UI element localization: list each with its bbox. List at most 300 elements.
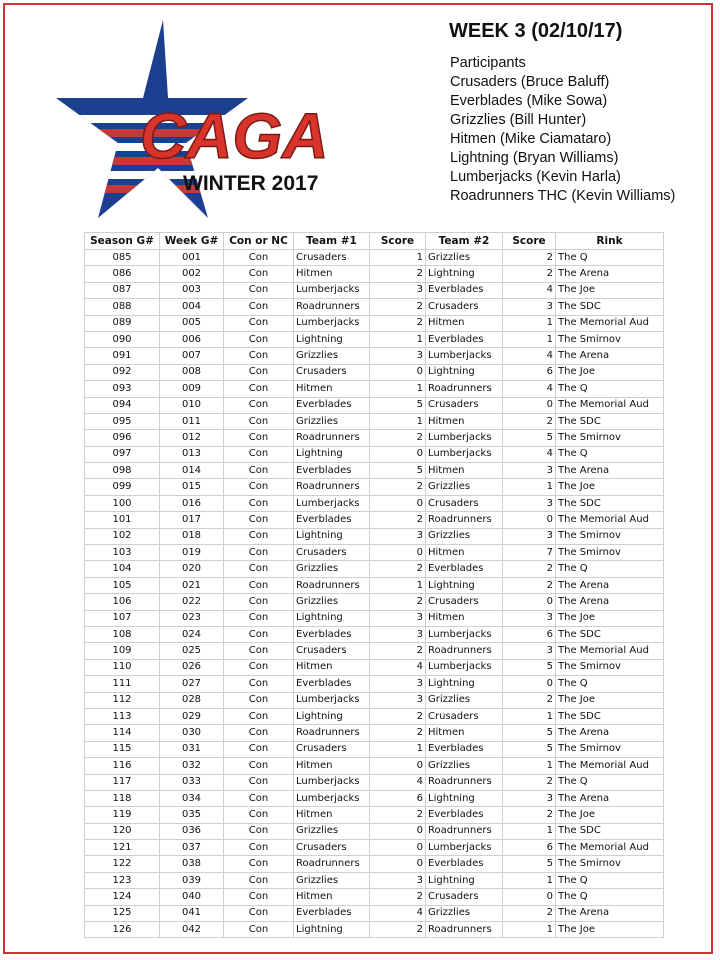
team1-cell: Grizzlies (294, 872, 370, 888)
team2-cell: Lightning (426, 872, 503, 888)
week-game-cell: 032 (160, 758, 224, 774)
score2-cell: 0 (503, 676, 556, 692)
con-nc-cell: Con (224, 807, 294, 823)
season-game-cell: 103 (85, 545, 160, 561)
score2-cell: 2 (503, 692, 556, 708)
table-row (85, 430, 664, 446)
table-row (85, 250, 664, 266)
score1-cell: 2 (370, 430, 426, 446)
con-nc-cell: Con (224, 364, 294, 380)
season-game-cell: 099 (85, 479, 160, 495)
table-row (85, 545, 664, 561)
con-nc-cell: Con (224, 872, 294, 888)
rink-cell: The Arena (556, 790, 664, 806)
score1-cell: 2 (370, 299, 426, 315)
score1-cell: 1 (370, 331, 426, 347)
table-row (85, 807, 664, 823)
season-game-cell: 094 (85, 397, 160, 413)
score2-cell: 3 (503, 299, 556, 315)
table-row (85, 840, 664, 856)
score1-cell: 2 (370, 315, 426, 331)
table-row (85, 348, 664, 364)
team1-cell: Everblades (294, 676, 370, 692)
team1-cell: Crusaders (294, 545, 370, 561)
score2-cell: 4 (503, 282, 556, 298)
score1-cell: 3 (370, 626, 426, 642)
rink-cell: The Q (556, 250, 664, 266)
week-game-cell: 033 (160, 774, 224, 790)
con-nc-cell: Con (224, 758, 294, 774)
team2-cell: Roadrunners (426, 774, 503, 790)
participants-heading: Participants (450, 55, 526, 71)
score2-cell: 1 (503, 758, 556, 774)
rink-cell: The Smirnov (556, 659, 664, 675)
score2-cell: 5 (503, 741, 556, 757)
rink-cell: The Q (556, 381, 664, 397)
score2-cell: 5 (503, 659, 556, 675)
score1-cell: 0 (370, 856, 426, 872)
week-game-cell: 036 (160, 823, 224, 839)
score1-cell: 2 (370, 807, 426, 823)
con-nc-cell: Con (224, 659, 294, 675)
score2-cell: 6 (503, 626, 556, 642)
score1-cell: 5 (370, 397, 426, 413)
team1-cell: Roadrunners (294, 299, 370, 315)
week-game-cell: 011 (160, 413, 224, 429)
team1-cell: Roadrunners (294, 725, 370, 741)
team1-cell: Everblades (294, 905, 370, 921)
score1-cell: 3 (370, 610, 426, 626)
con-nc-cell: Con (224, 708, 294, 724)
rink-cell: The Q (556, 872, 664, 888)
col-con-nc: Con or NC (224, 233, 294, 250)
score2-cell: 1 (503, 872, 556, 888)
con-nc-cell: Con (224, 577, 294, 593)
team2-cell: Hitmen (426, 610, 503, 626)
season-game-cell: 100 (85, 495, 160, 511)
week-game-cell: 027 (160, 676, 224, 692)
team1-cell: Hitmen (294, 266, 370, 282)
rink-cell: The Memorial Aud (556, 758, 664, 774)
season-game-cell: 096 (85, 430, 160, 446)
week-game-cell: 007 (160, 348, 224, 364)
team2-cell: Hitmen (426, 545, 503, 561)
score1-cell: 2 (370, 725, 426, 741)
score1-cell: 1 (370, 413, 426, 429)
season-game-cell: 085 (85, 250, 160, 266)
season-game-cell: 108 (85, 626, 160, 642)
team1-cell: Lumberjacks (294, 692, 370, 708)
rink-cell: The Smirnov (556, 856, 664, 872)
table-row (85, 594, 664, 610)
season-game-cell: 095 (85, 413, 160, 429)
score2-cell: 0 (503, 594, 556, 610)
team1-cell: Crusaders (294, 840, 370, 856)
team2-cell: Everblades (426, 807, 503, 823)
table-row (85, 708, 664, 724)
team2-cell: Lumberjacks (426, 430, 503, 446)
team1-cell: Roadrunners (294, 856, 370, 872)
score1-cell: 3 (370, 282, 426, 298)
team1-cell: Everblades (294, 512, 370, 528)
season-game-cell: 105 (85, 577, 160, 593)
week-game-cell: 001 (160, 250, 224, 266)
table-row (85, 413, 664, 429)
week-game-cell: 009 (160, 381, 224, 397)
table-row (85, 790, 664, 806)
rink-cell: The Joe (556, 922, 664, 938)
team2-cell: Hitmen (426, 413, 503, 429)
team1-cell: Hitmen (294, 758, 370, 774)
score2-cell: 3 (503, 790, 556, 806)
team1-cell: Lumberjacks (294, 790, 370, 806)
table-row (85, 266, 664, 282)
week-game-cell: 015 (160, 479, 224, 495)
col-score2: Score (503, 233, 556, 250)
season-game-cell: 098 (85, 463, 160, 479)
week-game-cell: 030 (160, 725, 224, 741)
week-game-cell: 018 (160, 528, 224, 544)
season-label: WINTER 2017 (183, 172, 319, 195)
team2-cell: Roadrunners (426, 381, 503, 397)
score1-cell: 4 (370, 905, 426, 921)
table-row (85, 922, 664, 938)
rink-cell: The Q (556, 774, 664, 790)
score2-cell: 3 (503, 495, 556, 511)
team2-cell: Everblades (426, 331, 503, 347)
score2-cell: 6 (503, 364, 556, 380)
team2-cell: Crusaders (426, 594, 503, 610)
table-row (85, 479, 664, 495)
score1-cell: 2 (370, 708, 426, 724)
score1-cell: 3 (370, 676, 426, 692)
score2-cell: 2 (503, 266, 556, 282)
con-nc-cell: Con (224, 381, 294, 397)
week-title: WEEK 3 (02/10/17) (449, 20, 623, 42)
rink-cell: The Joe (556, 807, 664, 823)
score1-cell: 0 (370, 823, 426, 839)
table-row (85, 676, 664, 692)
team1-cell: Crusaders (294, 364, 370, 380)
con-nc-cell: Con (224, 299, 294, 315)
score1-cell: 2 (370, 512, 426, 528)
rink-cell: The Arena (556, 463, 664, 479)
season-game-cell: 125 (85, 905, 160, 921)
week-game-cell: 016 (160, 495, 224, 511)
score1-cell: 1 (370, 741, 426, 757)
con-nc-cell: Con (224, 250, 294, 266)
rink-cell: The Arena (556, 905, 664, 921)
score2-cell: 2 (503, 774, 556, 790)
week-game-cell: 010 (160, 397, 224, 413)
team1-cell: Lightning (294, 528, 370, 544)
con-nc-cell: Con (224, 676, 294, 692)
rink-cell: The Smirnov (556, 528, 664, 544)
week-game-cell: 035 (160, 807, 224, 823)
rink-cell: The SDC (556, 413, 664, 429)
score1-cell: 1 (370, 577, 426, 593)
team2-cell: Roadrunners (426, 823, 503, 839)
con-nc-cell: Con (224, 643, 294, 659)
con-nc-cell: Con (224, 610, 294, 626)
rink-cell: The Arena (556, 577, 664, 593)
rink-cell: The Smirnov (556, 545, 664, 561)
con-nc-cell: Con (224, 790, 294, 806)
season-game-cell: 123 (85, 872, 160, 888)
score1-cell: 0 (370, 446, 426, 462)
season-game-cell: 102 (85, 528, 160, 544)
score2-cell: 4 (503, 381, 556, 397)
score1-cell: 2 (370, 922, 426, 938)
participant-item: Grizzlies (Bill Hunter) (450, 112, 587, 128)
team2-cell: Grizzlies (426, 692, 503, 708)
week-game-cell: 004 (160, 299, 224, 315)
team1-cell: Lightning (294, 331, 370, 347)
rink-cell: The Joe (556, 692, 664, 708)
team2-cell: Lightning (426, 266, 503, 282)
team1-cell: Lumberjacks (294, 282, 370, 298)
rink-cell: The SDC (556, 823, 664, 839)
week-game-cell: 031 (160, 741, 224, 757)
participant-item: Everblades (Mike Sowa) (450, 93, 608, 109)
table-row (85, 905, 664, 921)
team1-cell: Lumberjacks (294, 774, 370, 790)
team1-cell: Hitmen (294, 889, 370, 905)
rink-cell: The Memorial Aud (556, 315, 664, 331)
participant-item: Lightning (Bryan Williams) (450, 150, 619, 166)
table-row (85, 610, 664, 626)
team2-cell: Grizzlies (426, 905, 503, 921)
team1-cell: Crusaders (294, 250, 370, 266)
score2-cell: 2 (503, 807, 556, 823)
season-game-cell: 110 (85, 659, 160, 675)
week-game-cell: 003 (160, 282, 224, 298)
season-game-cell: 091 (85, 348, 160, 364)
rink-cell: The Joe (556, 610, 664, 626)
participant-item: Roadrunners THC (Kevin Williams) (450, 188, 676, 204)
rink-cell: The Joe (556, 364, 664, 380)
week-game-cell: 034 (160, 790, 224, 806)
team2-cell: Lumberjacks (426, 348, 503, 364)
score1-cell: 3 (370, 348, 426, 364)
week-game-cell: 005 (160, 315, 224, 331)
team2-cell: Grizzlies (426, 479, 503, 495)
week-game-cell: 014 (160, 463, 224, 479)
team1-cell: Hitmen (294, 381, 370, 397)
participant-item: Crusaders (Bruce Baluff) (450, 74, 610, 90)
con-nc-cell: Con (224, 397, 294, 413)
score2-cell: 1 (503, 708, 556, 724)
col-season-game: Season G# (85, 233, 160, 250)
season-game-cell: 106 (85, 594, 160, 610)
week-game-cell: 013 (160, 446, 224, 462)
rink-cell: The SDC (556, 708, 664, 724)
season-game-cell: 121 (85, 840, 160, 856)
con-nc-cell: Con (224, 561, 294, 577)
week-game-cell: 021 (160, 577, 224, 593)
season-game-cell: 116 (85, 758, 160, 774)
team2-cell: Everblades (426, 741, 503, 757)
score2-cell: 2 (503, 250, 556, 266)
con-nc-cell: Con (224, 741, 294, 757)
week-game-cell: 024 (160, 626, 224, 642)
season-game-cell: 126 (85, 922, 160, 938)
schedule-body (85, 250, 664, 938)
table-row (85, 643, 664, 659)
con-nc-cell: Con (224, 282, 294, 298)
con-nc-cell: Con (224, 413, 294, 429)
rink-cell: The SDC (556, 299, 664, 315)
team2-cell: Grizzlies (426, 758, 503, 774)
team2-cell: Lumberjacks (426, 626, 503, 642)
rink-cell: The Memorial Aud (556, 397, 664, 413)
team1-cell: Lightning (294, 446, 370, 462)
team2-cell: Roadrunners (426, 643, 503, 659)
team2-cell: Everblades (426, 282, 503, 298)
rink-cell: The Arena (556, 266, 664, 282)
season-game-cell: 089 (85, 315, 160, 331)
week-game-cell: 002 (160, 266, 224, 282)
con-nc-cell: Con (224, 545, 294, 561)
team2-cell: Lightning (426, 577, 503, 593)
score2-cell: 0 (503, 889, 556, 905)
score2-cell: 4 (503, 348, 556, 364)
con-nc-cell: Con (224, 626, 294, 642)
table-row (85, 659, 664, 675)
score1-cell: 5 (370, 463, 426, 479)
team2-cell: Lumberjacks (426, 446, 503, 462)
team1-cell: Grizzlies (294, 413, 370, 429)
rink-cell: The Joe (556, 479, 664, 495)
team2-cell: Roadrunners (426, 512, 503, 528)
col-rink: Rink (556, 233, 664, 250)
team1-cell: Roadrunners (294, 430, 370, 446)
rink-cell: The Smirnov (556, 430, 664, 446)
table-row (85, 758, 664, 774)
participant-item: Hitmen (Mike Ciamataro) (450, 131, 612, 147)
team2-cell: Crusaders (426, 397, 503, 413)
team1-cell: Grizzlies (294, 348, 370, 364)
rink-cell: The SDC (556, 626, 664, 642)
rink-cell: The Arena (556, 594, 664, 610)
team1-cell: Grizzlies (294, 823, 370, 839)
team2-cell: Lightning (426, 364, 503, 380)
season-game-cell: 092 (85, 364, 160, 380)
rink-cell: The Memorial Aud (556, 512, 664, 528)
con-nc-cell: Con (224, 889, 294, 905)
table-row (85, 381, 664, 397)
rink-cell: The Smirnov (556, 331, 664, 347)
season-game-cell: 119 (85, 807, 160, 823)
table-row (85, 299, 664, 315)
score1-cell: 0 (370, 545, 426, 561)
table-row (85, 561, 664, 577)
team2-cell: Lumberjacks (426, 840, 503, 856)
score2-cell: 1 (503, 331, 556, 347)
team2-cell: Everblades (426, 856, 503, 872)
team1-cell: Grizzlies (294, 594, 370, 610)
col-team2: Team #2 (426, 233, 503, 250)
score2-cell: 1 (503, 315, 556, 331)
team2-cell: Crusaders (426, 889, 503, 905)
score1-cell: 2 (370, 266, 426, 282)
season-game-cell: 086 (85, 266, 160, 282)
con-nc-cell: Con (224, 446, 294, 462)
team1-cell: Crusaders (294, 643, 370, 659)
table-row (85, 331, 664, 347)
con-nc-cell: Con (224, 463, 294, 479)
con-nc-cell: Con (224, 774, 294, 790)
season-game-cell: 114 (85, 725, 160, 741)
score1-cell: 0 (370, 364, 426, 380)
team2-cell: Grizzlies (426, 528, 503, 544)
con-nc-cell: Con (224, 692, 294, 708)
week-game-cell: 023 (160, 610, 224, 626)
con-nc-cell: Con (224, 266, 294, 282)
season-game-cell: 117 (85, 774, 160, 790)
rink-cell: The Memorial Aud (556, 643, 664, 659)
season-game-cell: 122 (85, 856, 160, 872)
con-nc-cell: Con (224, 922, 294, 938)
participants-list (450, 54, 675, 206)
season-game-cell: 104 (85, 561, 160, 577)
team2-cell: Hitmen (426, 725, 503, 741)
team1-cell: Lumberjacks (294, 315, 370, 331)
table-row (85, 856, 664, 872)
season-game-cell: 113 (85, 708, 160, 724)
team1-cell: Everblades (294, 463, 370, 479)
con-nc-cell: Con (224, 905, 294, 921)
team2-cell: Roadrunners (426, 922, 503, 938)
week-game-cell: 012 (160, 430, 224, 446)
con-nc-cell: Con (224, 823, 294, 839)
participant-item: Lumberjacks (Kevin Harla) (450, 169, 621, 185)
team1-cell: Lightning (294, 708, 370, 724)
header-row (85, 233, 664, 250)
week-game-cell: 037 (160, 840, 224, 856)
rink-cell: The SDC (556, 495, 664, 511)
score2-cell: 4 (503, 446, 556, 462)
score2-cell: 2 (503, 561, 556, 577)
week-game-cell: 039 (160, 872, 224, 888)
score1-cell: 6 (370, 790, 426, 806)
score1-cell: 4 (370, 659, 426, 675)
con-nc-cell: Con (224, 331, 294, 347)
season-game-cell: 120 (85, 823, 160, 839)
col-week-game: Week G# (160, 233, 224, 250)
team2-cell: Grizzlies (426, 250, 503, 266)
week-game-cell: 029 (160, 708, 224, 724)
con-nc-cell: Con (224, 594, 294, 610)
con-nc-cell: Con (224, 856, 294, 872)
score2-cell: 3 (503, 610, 556, 626)
score2-cell: 0 (503, 397, 556, 413)
team2-cell: Lumberjacks (426, 659, 503, 675)
week-game-cell: 041 (160, 905, 224, 921)
table-row (85, 889, 664, 905)
con-nc-cell: Con (224, 512, 294, 528)
logo-text: CAGA (140, 100, 329, 172)
col-score1: Score (370, 233, 426, 250)
score2-cell: 3 (503, 528, 556, 544)
table-row (85, 446, 664, 462)
week-game-cell: 026 (160, 659, 224, 675)
table-row (85, 315, 664, 331)
week-game-cell: 028 (160, 692, 224, 708)
rink-cell: The Q (556, 676, 664, 692)
season-game-cell: 097 (85, 446, 160, 462)
season-game-cell: 124 (85, 889, 160, 905)
